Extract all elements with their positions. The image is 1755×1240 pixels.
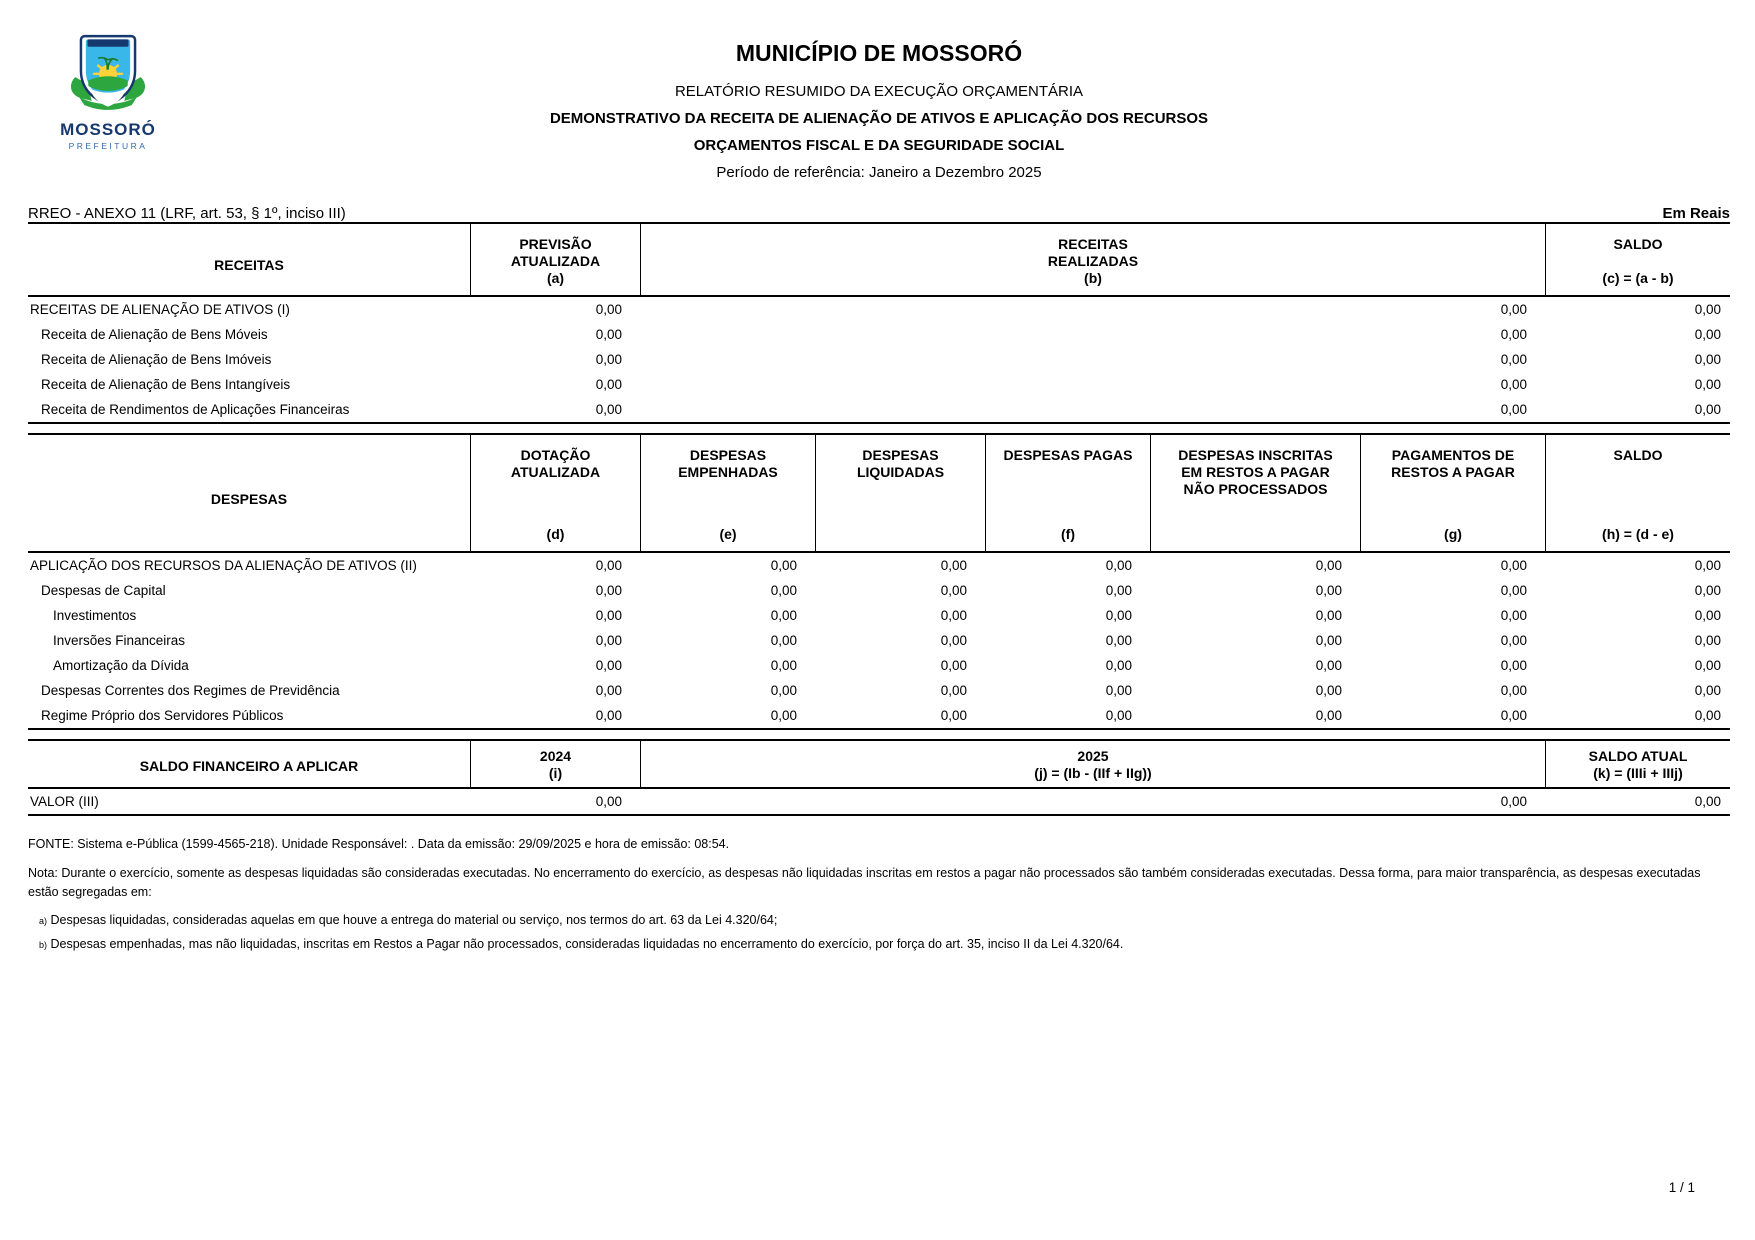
cell-value: 0,00 (940, 583, 967, 598)
cell-value: 0,00 (1694, 352, 1721, 367)
cell-value: 0,00 (1105, 558, 1132, 573)
cell-value: 0,00 (940, 608, 967, 623)
cell-value: 0,00 (1315, 633, 1342, 648)
table-row (28, 653, 1730, 678)
cell-value: 0,00 (595, 402, 622, 417)
cell-value: 0,00 (940, 708, 967, 723)
table-row (28, 347, 1730, 372)
cell-value: 0,00 (770, 708, 797, 723)
col-header-previsao-atualizada: PREVISÃO ATUALIZADA (a) (470, 224, 640, 295)
cell-value: 0,00 (1105, 658, 1132, 673)
cell-value: 0,00 (1500, 352, 1527, 367)
cell-value: 0,00 (1500, 633, 1527, 648)
cell-value: 0,00 (770, 558, 797, 573)
reference-period: Período de referência: Janeiro a Dezembro 2025 (716, 164, 1042, 181)
row-label: Regime Próprio dos Servidores Públicos (41, 708, 284, 723)
despesas-table (28, 433, 1730, 730)
table-row (28, 578, 1730, 603)
note-paragraph: Nota: Durante o exercício, somente as despesas liquidadas são consideradas executadas. No encerramento do exercício, as despesas não liquidadas inscritas em restos a pagar não processados são também consideradas executadas. Dessa forma, para maior transparência, as despesas executadas estão segregadas em: (28, 866, 1701, 900)
row-label: Receita de Alienação de Bens Intangíveis (41, 377, 291, 392)
cell-value: 0,00 (595, 794, 622, 809)
logo-subtitle: PREFEITURA (68, 141, 148, 151)
cell-value: 0,00 (1315, 708, 1342, 723)
city-crest-icon (67, 32, 149, 114)
row-label: Despesas de Capital (41, 583, 166, 598)
cell-value: 0,00 (770, 583, 797, 598)
cell-value: 0,00 (770, 608, 797, 623)
note-item-a-marker: a) (39, 915, 48, 926)
cell-value: 0,00 (1105, 633, 1132, 648)
cell-value: 0,00 (595, 658, 622, 673)
cell-value: 0,00 (1315, 583, 1342, 598)
cell-value: 0,00 (1694, 608, 1721, 623)
page-title: MUNICÍPIO DE MOSSORÓ (735, 40, 1023, 66)
cell-value: 0,00 (1694, 402, 1721, 417)
col-header-saldo-despesas: SALDO (h) = (d - e) (1545, 435, 1730, 551)
cell-value: 0,00 (595, 608, 622, 623)
cell-value: 0,00 (940, 558, 967, 573)
col-header-despesas-pagas: DESPESAS PAGAS (f) (985, 435, 1150, 551)
col-header-saldo: SALDO (c) = (a - b) (1545, 224, 1730, 295)
cell-value: 0,00 (1500, 683, 1527, 698)
row-label: Receita de Alienação de Bens Imóveis (41, 352, 272, 367)
cell-value: 0,00 (1315, 608, 1342, 623)
cell-value: 0,00 (595, 327, 622, 342)
cell-value: 0,00 (1694, 708, 1721, 723)
despesas-table-header (28, 435, 1730, 553)
cell-value: 0,00 (1500, 377, 1527, 392)
receitas-table-header (28, 224, 1730, 297)
table-row (28, 703, 1730, 728)
cell-value: 0,00 (770, 658, 797, 673)
cell-value: 0,00 (940, 658, 967, 673)
cell-value: 0,00 (1105, 583, 1132, 598)
col-header-despesas-empenhadas: DESPESAS EMPENHADAS (e) (640, 435, 815, 551)
cell-value: 0,00 (1500, 327, 1527, 342)
table-row (28, 372, 1730, 397)
annex-line (28, 196, 1730, 222)
col-header-2025: 2025 (j) = (Ib - (IIf + IIg)) (640, 741, 1545, 787)
annex-label: RREO - ANEXO 11 (LRF, art. 53, § 1º, inciso III) (28, 205, 346, 222)
table-row (28, 603, 1730, 628)
cell-value: 0,00 (1694, 794, 1721, 809)
col-header-dotacao-atualizada: DOTAÇÃO ATUALIZADA (d) (470, 435, 640, 551)
col-header-despesas-liquidadas: DESPESAS LIQUIDADAS (815, 435, 985, 551)
table-row (28, 297, 1730, 322)
cell-value: 0,00 (1694, 327, 1721, 342)
row-label: Investimentos (53, 608, 137, 623)
cell-value: 0,00 (1500, 794, 1527, 809)
cell-value: 0,00 (595, 302, 622, 317)
table-row (28, 628, 1730, 653)
row-label: VALOR (III) (30, 794, 99, 809)
cell-value: 0,00 (1694, 377, 1721, 392)
logo-city-name: MOSSORÓ (60, 120, 156, 139)
cell-value: 0,00 (1500, 302, 1527, 317)
col-header-saldo-atual: SALDO ATUAL (k) = (IIIi + IIIj) (1545, 741, 1730, 787)
col-header-pagamentos-restos-a-pagar: PAGAMENTOS DE RESTOS A PAGAR (g) (1360, 435, 1545, 551)
row-label: Inversões Financeiras (53, 633, 186, 648)
table-row (28, 789, 1730, 814)
cell-value: 0,00 (1500, 658, 1527, 673)
cell-value: 0,00 (1500, 402, 1527, 417)
cell-value: 0,00 (595, 377, 622, 392)
cell-value: 0,00 (1315, 683, 1342, 698)
col-header-saldo-financeiro: SALDO FINANCEIRO A APLICAR (139, 757, 359, 774)
row-label: Despesas Correntes dos Regimes de Previdência (41, 683, 340, 698)
budget-scope-title: ORÇAMENTOS FISCAL E DA SEGURIDADE SOCIAL (693, 137, 1065, 154)
cell-value: 0,00 (770, 633, 797, 648)
page-number: 1 / 1 (1668, 1180, 1695, 1195)
row-label: Amortização da Dívida (53, 658, 189, 673)
note-item-b-text: Despesas empenhadas, mas não liquidadas, inscritas em Restos a Pagar não processados, consideradas liquidadas no encerramento do exercício, por força do art. 35, inciso II da Lei 4.320/64. (50, 936, 1124, 951)
table-row (28, 678, 1730, 703)
document-header (28, 0, 1730, 196)
row-label: RECEITAS DE ALIENAÇÃO DE ATIVOS (I) (30, 302, 290, 317)
table-row (28, 553, 1730, 578)
cell-value: 0,00 (1694, 583, 1721, 598)
col-header-despesas: DESPESAS (210, 490, 288, 507)
note-item-b-marker: b) (39, 939, 48, 950)
col-header-receitas-realizadas: RECEITAS REALIZADAS (b) (640, 224, 1545, 295)
cell-value: 0,00 (940, 633, 967, 648)
col-header-2024: 2024 (i) (470, 741, 640, 787)
report-subtitle: RELATÓRIO RESUMIDO DA EXECUÇÃO ORÇAMENTÁRIA (674, 83, 1084, 100)
cell-value: 0,00 (1694, 302, 1721, 317)
cell-value: 0,00 (1500, 708, 1527, 723)
cell-value: 0,00 (595, 683, 622, 698)
cell-value: 0,00 (595, 633, 622, 648)
table-row (28, 397, 1730, 422)
receitas-table (28, 222, 1730, 424)
cell-value: 0,00 (1105, 608, 1132, 623)
cell-value: 0,00 (595, 583, 622, 598)
mossoro-logo (46, 32, 170, 151)
cell-value: 0,00 (1694, 658, 1721, 673)
row-label: APLICAÇÃO DOS RECURSOS DA ALIENAÇÃO DE ATIVOS (II) (30, 558, 417, 573)
cell-value: 0,00 (770, 683, 797, 698)
cell-value: 0,00 (1500, 558, 1527, 573)
col-header-restos-a-pagar-nao-processados: DESPESAS INSCRITAS EM RESTOS A PAGAR NÃO PROCESSADOS (1150, 435, 1360, 551)
cell-value: 0,00 (1500, 583, 1527, 598)
cell-value: 0,00 (1500, 608, 1527, 623)
source-line: FONTE: Sistema e-Pública (1599-4565-218). Unidade Responsável: . Data da emissão: 29/09/2025 e hora de emissão: 08:54. (28, 837, 730, 851)
cell-value: 0,00 (1315, 558, 1342, 573)
saldo-financeiro-table (28, 739, 1730, 816)
cell-value: 0,00 (1694, 683, 1721, 698)
cell-value: 0,00 (1105, 683, 1132, 698)
note-item-a-text: Despesas liquidadas, consideradas aquelas em que houve a entrega do material ou serviço, nos termos do art. 63 da Lei 4.320/64; (50, 912, 778, 927)
title-block (28, 0, 1730, 181)
row-label: Receita de Alienação de Bens Móveis (41, 327, 268, 342)
cell-value: 0,00 (595, 352, 622, 367)
currency-note: Em Reais (1662, 205, 1730, 222)
report-page (28, 0, 1730, 951)
cell-value: 0,00 (1315, 658, 1342, 673)
cell-value: 0,00 (595, 708, 622, 723)
note-item-a (39, 913, 1730, 927)
cell-value: 0,00 (595, 558, 622, 573)
note-item-b (39, 937, 1730, 951)
saldo-table-header (28, 741, 1730, 789)
table-row (28, 322, 1730, 347)
cell-value: 0,00 (1694, 558, 1721, 573)
col-header-receitas: RECEITAS (214, 257, 284, 273)
cell-value: 0,00 (940, 683, 967, 698)
statement-title: DEMONSTRATIVO DA RECEITA DE ALIENAÇÃO DE ATIVOS E APLICAÇÃO DOS RECURSOS (549, 110, 1209, 127)
row-label: Receita de Rendimentos de Aplicações Financeiras (41, 402, 350, 417)
cell-value: 0,00 (1105, 708, 1132, 723)
cell-value: 0,00 (1694, 633, 1721, 648)
